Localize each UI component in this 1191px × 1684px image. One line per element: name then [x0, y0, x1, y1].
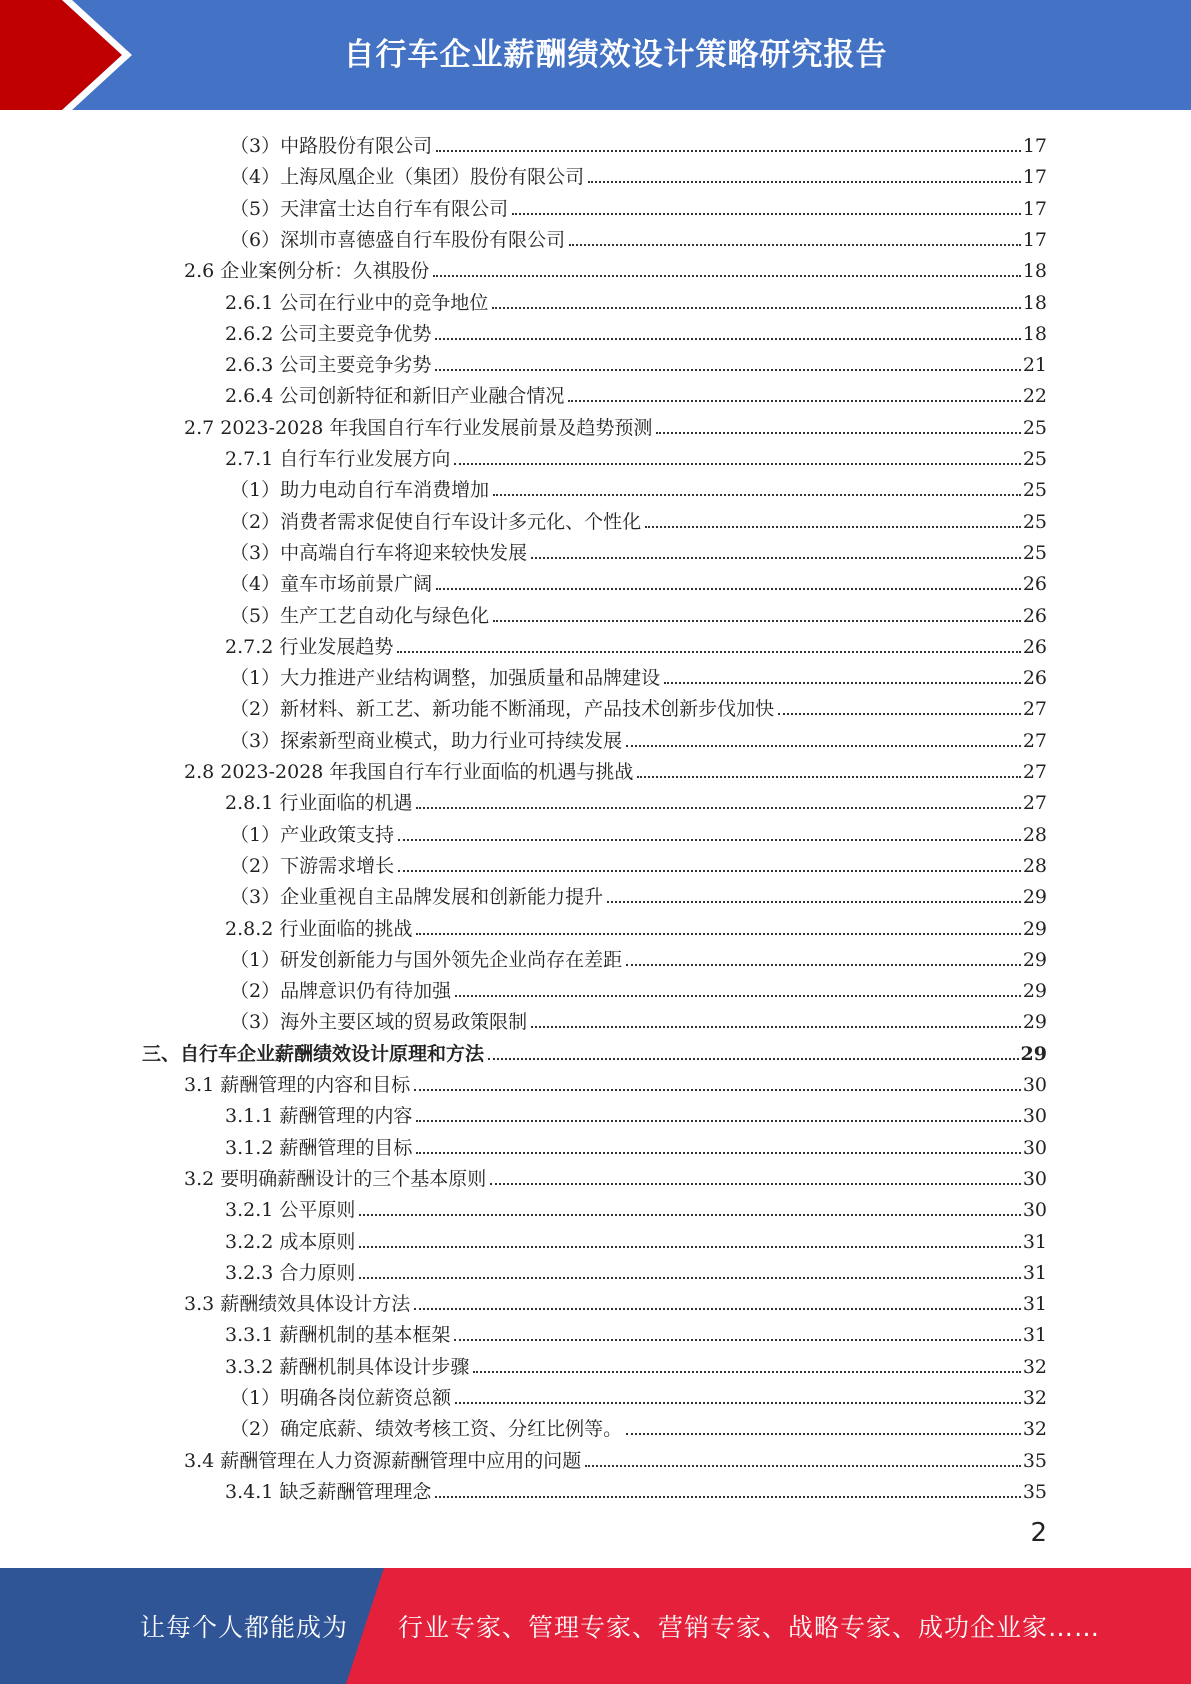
- toc-dot-leader: [435, 369, 1020, 371]
- toc-entry-title: 3.2.2 成本原则: [225, 1230, 356, 1253]
- toc-entry-page: 18: [1022, 291, 1047, 314]
- toc-entry-page: 18: [1022, 260, 1047, 283]
- toc-entry-title: 2.8.2 行业面临的挑战: [225, 917, 413, 940]
- toc-entry[interactable]: [230, 190, 1047, 221]
- toc-entry[interactable]: [230, 659, 1047, 690]
- toc-entry-page: 30: [1022, 1199, 1047, 1222]
- toc-entry-page: 25: [1022, 479, 1047, 502]
- toc-entry-page: 32: [1022, 1387, 1047, 1409]
- toc-entry[interactable]: [230, 878, 1047, 909]
- toc-dot-leader: [488, 1058, 1019, 1060]
- toc-entry[interactable]: [230, 471, 1047, 502]
- toc-entry-page: 29: [1022, 980, 1047, 1003]
- toc-dot-leader: [436, 150, 1021, 152]
- toc-entry-title: （5）生产工艺自动化与绿色化: [230, 604, 490, 627]
- toc-entry[interactable]: [230, 816, 1047, 847]
- toc-entry[interactable]: [230, 503, 1047, 534]
- toc-dot-leader: [626, 964, 1021, 966]
- toc-entry-page: 32: [1022, 1355, 1047, 1378]
- toc-dot-leader: [568, 400, 1020, 402]
- toc-entry-page: 17: [1022, 135, 1047, 157]
- toc-entry[interactable]: [184, 252, 1047, 283]
- toc-entry-title: （3）企业重视自主品牌发展和创新能力提升: [230, 886, 604, 909]
- toc-entry-page: 27: [1022, 792, 1047, 815]
- toc-entry-title: 2.7 2023-2028 年我国自行车行业发展前景及趋势预测: [184, 416, 653, 439]
- toc-entry-page: 17: [1022, 228, 1047, 251]
- toc-dot-leader: [569, 244, 1021, 246]
- toc-dot-leader: [435, 338, 1020, 340]
- toc-entry-page: 35: [1022, 1480, 1047, 1503]
- toc-entry-title: （3）中高端自行车将迎来较快发展: [230, 541, 528, 564]
- toc-dot-leader: [416, 1120, 1020, 1122]
- toc-entry-page: 31: [1022, 1261, 1047, 1284]
- toc-entry-page: 30: [1022, 1167, 1047, 1190]
- toc-dot-leader: [637, 776, 1020, 778]
- toc-dot-leader: [359, 1246, 1020, 1248]
- toc-dot-leader: [512, 213, 1021, 215]
- toc-entry-page: 29: [1020, 1042, 1047, 1065]
- toc-entry-title: 2.6.4 公司创新特征和新旧产业融合情况: [225, 385, 565, 408]
- toc-entry-page: 28: [1022, 854, 1047, 877]
- toc-dot-leader: [398, 839, 1021, 841]
- toc-entry-title: 三、自行车企业薪酬绩效设计原理和方法: [142, 1042, 485, 1065]
- toc-dot-leader: [416, 933, 1020, 935]
- toc-entry-page: 29: [1022, 1011, 1047, 1034]
- toc-entry-title: 2.6.3 公司主要竞争劣势: [225, 354, 432, 377]
- toc-dot-leader: [454, 463, 1020, 465]
- toc-entry[interactable]: [225, 346, 1047, 377]
- toc-entry[interactable]: [142, 1035, 1047, 1066]
- toc-entry-page: 25: [1022, 448, 1047, 470]
- toc-entry-page: 30: [1022, 1136, 1047, 1159]
- toc-entry-title: （2）品牌意识仍有待加强: [230, 980, 452, 1003]
- toc-dot-leader: [492, 307, 1020, 309]
- toc-entry-title: （4）上海凤凰企业（集团）股份有限公司: [230, 166, 585, 189]
- toc-entry[interactable]: [230, 722, 1047, 753]
- toc-dot-leader: [414, 1089, 1021, 1091]
- toc-entry-page: 31: [1022, 1230, 1047, 1253]
- toc-dot-leader: [359, 1277, 1020, 1279]
- toc-entry-page: 29: [1022, 948, 1047, 971]
- toc-entry[interactable]: [230, 847, 1047, 878]
- report-title: 自行车企业薪酬绩效设计策略研究报告: [343, 36, 888, 73]
- toc-dot-leader: [490, 1183, 1021, 1185]
- toc-entry-title: （1）大力推进产业结构调整，加强质量和品牌建设: [230, 667, 661, 690]
- toc-entry-title: 2.6.1 公司在行业中的竞争地位: [225, 291, 489, 314]
- toc-entry[interactable]: [230, 597, 1047, 628]
- toc-entry-page: 27: [1022, 698, 1047, 721]
- footer-roles: 行业专家、管理专家、营销专家、战略专家、成功企业家……: [398, 1613, 1101, 1642]
- toc-dot-leader: [397, 651, 1020, 653]
- report-header: [0, 0, 1191, 110]
- toc-entry-title: 2.7.1 自行车行业发展方向: [225, 448, 451, 470]
- toc-entry[interactable]: [230, 158, 1047, 189]
- toc-entry-title: （1）研发创新能力与国外领先企业尚存在差距: [230, 948, 623, 971]
- toc-entry[interactable]: [225, 284, 1047, 315]
- toc-entry[interactable]: [184, 1442, 1047, 1473]
- toc-entry-page: 26: [1022, 667, 1047, 690]
- toc-entry[interactable]: [230, 690, 1047, 721]
- toc-entry[interactable]: [225, 1473, 1047, 1504]
- toc-dot-leader: [626, 745, 1021, 747]
- toc-entry-title: （1）助力电动自行车消费增加: [230, 479, 490, 502]
- toc-entry[interactable]: [225, 440, 1047, 471]
- toc-dot-leader: [473, 1371, 1020, 1373]
- toc-dot-leader: [493, 494, 1021, 496]
- toc-entry-title: 3.4.1 缺乏薪酬管理理念: [225, 1480, 432, 1503]
- chevron-arrow-icon: [0, 0, 160, 110]
- toc-entry-title: 3.2.3 合力原则: [225, 1261, 356, 1284]
- toc-entry-page: 18: [1022, 322, 1047, 345]
- toc-entry-title: （5）天津富士达自行车有限公司: [230, 197, 509, 220]
- toc-dot-leader: [588, 181, 1021, 183]
- toc-entry-page: 35: [1022, 1449, 1047, 1472]
- toc-entry-page: 22: [1022, 385, 1047, 408]
- toc-entry-page: 26: [1022, 604, 1047, 627]
- toc-entry[interactable]: [225, 1129, 1047, 1160]
- toc-dot-leader: [433, 275, 1021, 277]
- toc-entry-title: 3.3.1 薪酬机制的基本框架: [225, 1324, 451, 1347]
- toc-dot-leader: [435, 1496, 1020, 1498]
- toc-entry-title: （2）新材料、新工艺、新功能不断涌现，产品技术创新步伐加快: [230, 698, 775, 721]
- toc-entry[interactable]: [225, 1254, 1047, 1285]
- toc-entry-title: 3.3.2 薪酬机制具体设计步骤: [225, 1355, 470, 1378]
- toc-entry-title: 3.1 薪酬管理的内容和目标: [184, 1074, 411, 1096]
- toc-entry-title: （2）确定底薪、绩效考核工资、分红比例等。: [230, 1418, 623, 1441]
- toc-dot-leader: [398, 870, 1021, 872]
- toc-dot-leader: [493, 620, 1021, 622]
- toc-entry-page: 32: [1022, 1418, 1047, 1441]
- toc-entry-title: 3.1.1 薪酬管理的内容: [225, 1105, 413, 1128]
- toc-dot-leader: [414, 1308, 1021, 1310]
- toc-entry-title: 3.3 薪酬绩效具体设计方法: [184, 1293, 411, 1316]
- toc-dot-leader: [455, 1402, 1021, 1404]
- toc-entry[interactable]: [230, 565, 1047, 596]
- toc-entry-title: 3.2.1 公平原则: [225, 1199, 356, 1222]
- toc-dot-leader: [454, 1339, 1020, 1341]
- toc-dot-leader: [436, 588, 1021, 590]
- toc-entry[interactable]: [225, 377, 1047, 408]
- toc-entry[interactable]: [230, 1410, 1047, 1441]
- toc-entry[interactable]: [230, 941, 1047, 972]
- toc-entry[interactable]: [184, 1066, 1047, 1097]
- toc-entry-title: （2）下游需求增长: [230, 854, 395, 877]
- toc-entry-page: 30: [1022, 1105, 1047, 1128]
- toc-entry[interactable]: [230, 221, 1047, 252]
- toc-dot-leader: [455, 995, 1021, 997]
- toc-dot-leader: [607, 901, 1021, 903]
- toc-entry-title: （3）海外主要区域的贸易政策限制: [230, 1011, 528, 1034]
- toc-entry-title: （6）深圳市喜德盛自行车股份有限公司: [230, 228, 566, 251]
- toc-entry-page: 25: [1022, 541, 1047, 564]
- toc-dot-leader: [531, 557, 1021, 559]
- toc-entry[interactable]: [225, 1316, 1047, 1347]
- toc-entry-page: 30: [1022, 1074, 1047, 1096]
- toc-entry-page: 31: [1022, 1293, 1047, 1316]
- footer-banner: [0, 1568, 1191, 1684]
- toc-entry-title: 2.6 企业案例分析：久祺股份: [184, 260, 430, 283]
- toc-entry[interactable]: [225, 1097, 1047, 1128]
- toc-entry-title: 2.8.1 行业面临的机遇: [225, 792, 413, 815]
- toc-entry[interactable]: [225, 1348, 1047, 1379]
- toc-entry-title: 2.8 2023-2028 年我国自行车行业面临的机遇与挑战: [184, 761, 634, 783]
- toc-entry-title: （1）产业政策支持: [230, 823, 395, 846]
- toc-dot-leader: [645, 526, 1021, 528]
- toc-entry-title: 2.6.2 公司主要竞争优势: [225, 322, 432, 345]
- toc-entry-page: 29: [1022, 886, 1047, 909]
- toc-entry[interactable]: [184, 1160, 1047, 1191]
- toc-dot-leader: [359, 1214, 1020, 1216]
- toc-entry-title: （3）探索新型商业模式，助力行业可持续发展: [230, 729, 623, 752]
- toc-entry-title: （1）明确各岗位薪资总额: [230, 1387, 452, 1409]
- toc-entry-page: 31: [1022, 1324, 1047, 1347]
- toc-dot-leader: [416, 1152, 1020, 1154]
- toc-entry[interactable]: [225, 1223, 1047, 1254]
- toc-entry-title: （3）中路股份有限公司: [230, 135, 433, 157]
- toc-dot-leader: [416, 807, 1020, 809]
- toc-entry-page: 29: [1022, 917, 1047, 940]
- toc-entry-title: 3.4 薪酬管理在人力资源薪酬管理中应用的问题: [184, 1449, 582, 1472]
- toc-entry[interactable]: [225, 910, 1047, 941]
- toc-entry-title: 2.7.2 行业发展趋势: [225, 635, 394, 658]
- toc-entry[interactable]: [230, 1003, 1047, 1034]
- toc-dot-leader: [778, 713, 1021, 715]
- toc-entry-page: 28: [1022, 823, 1047, 846]
- toc-entry[interactable]: [230, 1379, 1047, 1410]
- toc-dot-leader: [626, 1433, 1021, 1435]
- toc-entry-title: 3.2 要明确薪酬设计的三个基本原则: [184, 1167, 487, 1190]
- toc-entry[interactable]: [225, 784, 1047, 815]
- toc-entry-title: 3.1.2 薪酬管理的目标: [225, 1136, 413, 1159]
- toc-entry-page: 26: [1022, 573, 1047, 596]
- toc-dot-leader: [585, 1465, 1021, 1467]
- toc-entry[interactable]: [225, 315, 1047, 346]
- toc-dot-leader: [531, 1026, 1021, 1028]
- page-number: 2: [1030, 1518, 1047, 1548]
- toc-entry-page: 25: [1022, 416, 1047, 439]
- toc-entry-page: 27: [1022, 761, 1047, 783]
- toc-entry-page: 25: [1022, 510, 1047, 533]
- toc-entry-page: 17: [1022, 197, 1047, 220]
- toc-entry-title: （2）消费者需求促使自行车设计多元化、个性化: [230, 510, 642, 533]
- toc-entry[interactable]: [230, 534, 1047, 565]
- toc-entry[interactable]: [184, 409, 1047, 440]
- toc-entry[interactable]: [225, 628, 1047, 659]
- toc-entry[interactable]: [184, 753, 1047, 784]
- toc-entry-page: 17: [1022, 166, 1047, 189]
- toc-entry-title: （4）童车市场前景广阔: [230, 573, 433, 596]
- toc-dot-leader: [664, 682, 1021, 684]
- toc-entry[interactable]: [225, 1191, 1047, 1222]
- toc-entry-page: 26: [1022, 635, 1047, 658]
- toc-entry[interactable]: [230, 972, 1047, 1003]
- chevron-red-shape: [0, 0, 122, 110]
- toc-entry[interactable]: [230, 127, 1047, 158]
- footer-slogan: 让每个人都能成为: [140, 1613, 349, 1642]
- toc-entry-page: 21: [1022, 354, 1047, 377]
- toc-dot-leader: [656, 432, 1020, 434]
- toc-entry-page: 27: [1022, 729, 1047, 752]
- toc-entry[interactable]: [184, 1285, 1047, 1316]
